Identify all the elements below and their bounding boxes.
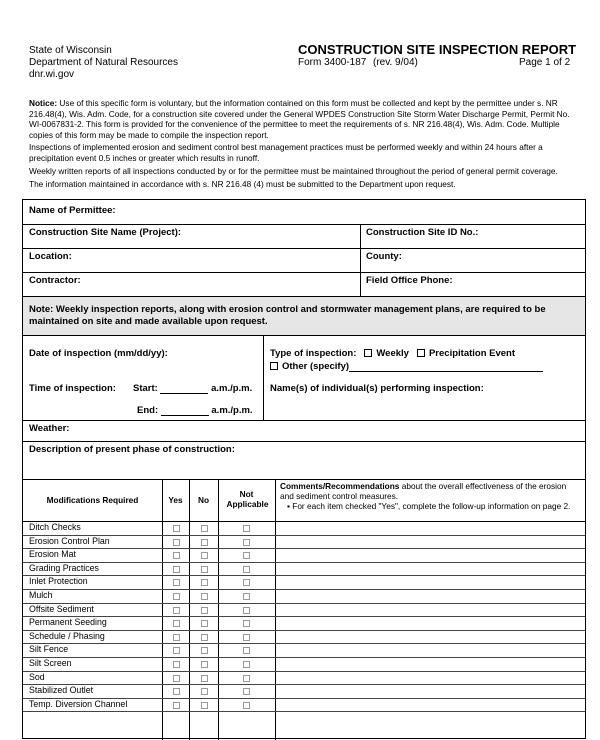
agency-state: State of Wisconsin xyxy=(29,45,112,56)
comment-cell[interactable] xyxy=(276,616,585,629)
inspectors-field[interactable]: Name(s) of individual(s) performing inspection: xyxy=(270,383,484,394)
notice-text: Use of this specific form is voluntary, but the information contained on this form must be collected and kept by the permittee under s. NR 216.48(4), Wis. Adm. Code, for a construction site covered under the General WPDES Construction Site Storm Water Discharge Permit, Permit No. WI-0067831-2. This form is provided for the convenience of the permittee to meet the requirements of s. NR 216.48(4), Wis. Adm. Code. Multiple copies of this form may be made to compile the inspection report. xyxy=(29,98,570,140)
no-checkbox[interactable] xyxy=(201,579,208,586)
comments-followup: ▪ For each item checked "Yes", complete the follow-up information on page 2. xyxy=(287,501,571,511)
field-phone-field[interactable]: Field Office Phone: xyxy=(366,275,453,286)
yes-checkbox[interactable] xyxy=(173,539,180,546)
site-name-field[interactable]: Construction Site Name (Project): xyxy=(29,227,182,238)
yes-checkbox[interactable] xyxy=(173,566,180,573)
comments-header: Comments/Recommendations about the overall effectiveness of the erosion and sediment control measures. xyxy=(280,481,567,501)
type-of-inspection-label: Type of inspection: Weekly Precipitation Event xyxy=(270,348,516,359)
form-number: Form 3400-187 xyxy=(298,57,367,68)
permittee-field[interactable]: Name of Permittee: xyxy=(29,205,116,216)
site-id-field[interactable]: Construction Site ID No.: xyxy=(366,227,479,238)
page-indicator: Page 1 of 2 xyxy=(519,57,571,68)
comment-cell[interactable] xyxy=(276,548,585,561)
na-checkbox[interactable] xyxy=(243,579,250,586)
yes-checkbox[interactable] xyxy=(173,552,180,559)
weekly-reports-text: Weekly written reports of all inspections conducted by or for the permittee must be maintained throughout the period of general permit coverage. xyxy=(29,166,558,176)
start-time-field[interactable]: Start: a.m./p.m. xyxy=(133,383,253,394)
submission-text: The information maintained in accordance with s. NR 216.48 (4) must be submitted to the Department upon request. xyxy=(29,179,456,189)
modification-row-label: Silt Screen xyxy=(29,658,72,668)
modification-row-label: Erosion Mat xyxy=(29,549,76,560)
notice-label: Notice: xyxy=(29,98,58,108)
yes-checkbox[interactable] xyxy=(173,647,180,654)
no-checkbox[interactable] xyxy=(201,620,208,627)
no-checkbox[interactable] xyxy=(201,661,208,668)
no-checkbox[interactable] xyxy=(201,607,208,614)
yes-checkbox[interactable] xyxy=(173,579,180,586)
na-checkbox[interactable] xyxy=(243,661,250,668)
no-checkbox[interactable] xyxy=(201,675,208,682)
other-checkbox[interactable] xyxy=(270,362,278,370)
construction-phase-field[interactable]: Description of present phase of construction: xyxy=(29,444,235,455)
na-checkbox[interactable] xyxy=(243,552,250,559)
yes-checkbox[interactable] xyxy=(173,634,180,641)
no-checkbox[interactable] xyxy=(201,647,208,654)
weekly-label: Weekly xyxy=(376,348,409,359)
not-applicable-header: Not Applicable xyxy=(226,489,269,509)
yes-checkbox[interactable] xyxy=(173,607,180,614)
time-of-inspection-label: Time of inspection: xyxy=(29,383,116,394)
comment-cell[interactable] xyxy=(276,671,585,684)
na-checkbox[interactable] xyxy=(243,525,250,532)
na-checkbox[interactable] xyxy=(243,593,250,600)
contractor-field[interactable]: Contractor: xyxy=(29,275,81,286)
precipitation-label: Precipitation Event xyxy=(428,348,516,359)
yes-checkbox[interactable] xyxy=(173,702,180,709)
yes-checkbox[interactable] xyxy=(173,675,180,682)
yes-checkbox[interactable] xyxy=(173,593,180,600)
na-checkbox[interactable] xyxy=(243,539,250,546)
no-checkbox[interactable] xyxy=(201,566,208,573)
modification-row-label: Inlet Protection xyxy=(29,576,88,587)
na-checkbox[interactable] xyxy=(243,634,250,641)
end-time-field[interactable]: End: a.m./p.m. xyxy=(137,405,253,416)
yes-header: Yes xyxy=(168,495,183,505)
na-checkbox[interactable] xyxy=(243,675,250,682)
no-header: No xyxy=(197,495,210,505)
comment-cell[interactable] xyxy=(276,643,585,656)
other-option xyxy=(270,361,543,372)
comment-cell[interactable] xyxy=(276,603,585,616)
date-of-inspection-field[interactable]: Date of inspection (mm/dd/yy): xyxy=(29,348,168,359)
yes-checkbox[interactable] xyxy=(173,620,180,627)
weekly-checkbox[interactable] xyxy=(364,349,372,357)
no-checkbox[interactable] xyxy=(201,593,208,600)
modification-row-label: Mulch xyxy=(29,590,53,600)
no-checkbox[interactable] xyxy=(201,552,208,559)
other-label: Other (specify) xyxy=(282,361,350,372)
comment-cell[interactable] xyxy=(276,521,585,534)
form-revision: (rev. 9/04) xyxy=(373,57,418,68)
na-checkbox[interactable] xyxy=(243,620,250,627)
modification-row-label: Offsite Sediment xyxy=(29,603,94,614)
comment-cell[interactable] xyxy=(276,589,585,602)
modification-row-label: Silt Fence xyxy=(29,644,69,655)
modification-row-label: Grading Practices xyxy=(29,562,99,573)
inspection-form xyxy=(22,199,586,739)
comment-cell[interactable] xyxy=(276,630,585,643)
na-checkbox[interactable] xyxy=(243,566,250,573)
comment-cell[interactable] xyxy=(276,575,585,588)
modification-row-label: Permanent Seeding xyxy=(29,617,107,628)
modification-row-label: Erosion Control Plan xyxy=(29,535,110,546)
yes-checkbox[interactable] xyxy=(173,661,180,668)
yes-checkbox[interactable] xyxy=(173,525,180,532)
modification-row-label: Sod xyxy=(29,671,45,682)
county-field[interactable]: County: xyxy=(366,251,402,262)
modification-row-label: Schedule / Phasing xyxy=(29,630,105,641)
na-checkbox[interactable] xyxy=(243,702,250,709)
modification-row-label: Temp. Diversion Channel xyxy=(29,698,128,709)
inspection-frequency-text: Inspections of implemented erosion and sediment control best management practices must be performed weekly and within 24 hours after a precipitation event 0.5 inches or greater which results in runoff. xyxy=(29,142,543,163)
weather-field[interactable]: Weather: xyxy=(29,423,70,434)
no-checkbox[interactable] xyxy=(201,688,208,695)
na-checkbox[interactable] xyxy=(243,688,250,695)
na-checkbox[interactable] xyxy=(243,647,250,654)
na-checkbox[interactable] xyxy=(243,607,250,614)
no-checkbox[interactable] xyxy=(201,702,208,709)
comment-cell[interactable] xyxy=(276,684,585,697)
no-checkbox[interactable] xyxy=(201,539,208,546)
location-field[interactable]: Location: xyxy=(29,251,72,262)
modification-row-label: Ditch Checks xyxy=(29,522,81,532)
agency-website[interactable]: dnr.wi.gov xyxy=(29,69,75,80)
note-text: Note: Weekly inspection reports, along with erosion control and stormwater management plans, are required to be maintained on site and made available upon request. xyxy=(29,304,546,327)
precipitation-checkbox[interactable] xyxy=(417,349,425,357)
comment-cell[interactable] xyxy=(276,657,585,670)
comment-cell[interactable] xyxy=(276,698,585,711)
comment-cell[interactable] xyxy=(276,562,585,575)
no-checkbox[interactable] xyxy=(201,634,208,641)
agency-department: Department of Natural Resources xyxy=(29,57,178,68)
modifications-header: Modifications Required xyxy=(46,495,139,505)
modification-row-label: Stabilized Outlet xyxy=(29,685,94,696)
comment-cell[interactable] xyxy=(276,535,585,548)
report-title: CONSTRUCTION SITE INSPECTION REPORT xyxy=(298,42,577,57)
other-specify-line[interactable] xyxy=(349,362,543,372)
no-checkbox[interactable] xyxy=(201,525,208,532)
notice-paragraph xyxy=(29,98,577,140)
yes-checkbox[interactable] xyxy=(173,688,180,695)
